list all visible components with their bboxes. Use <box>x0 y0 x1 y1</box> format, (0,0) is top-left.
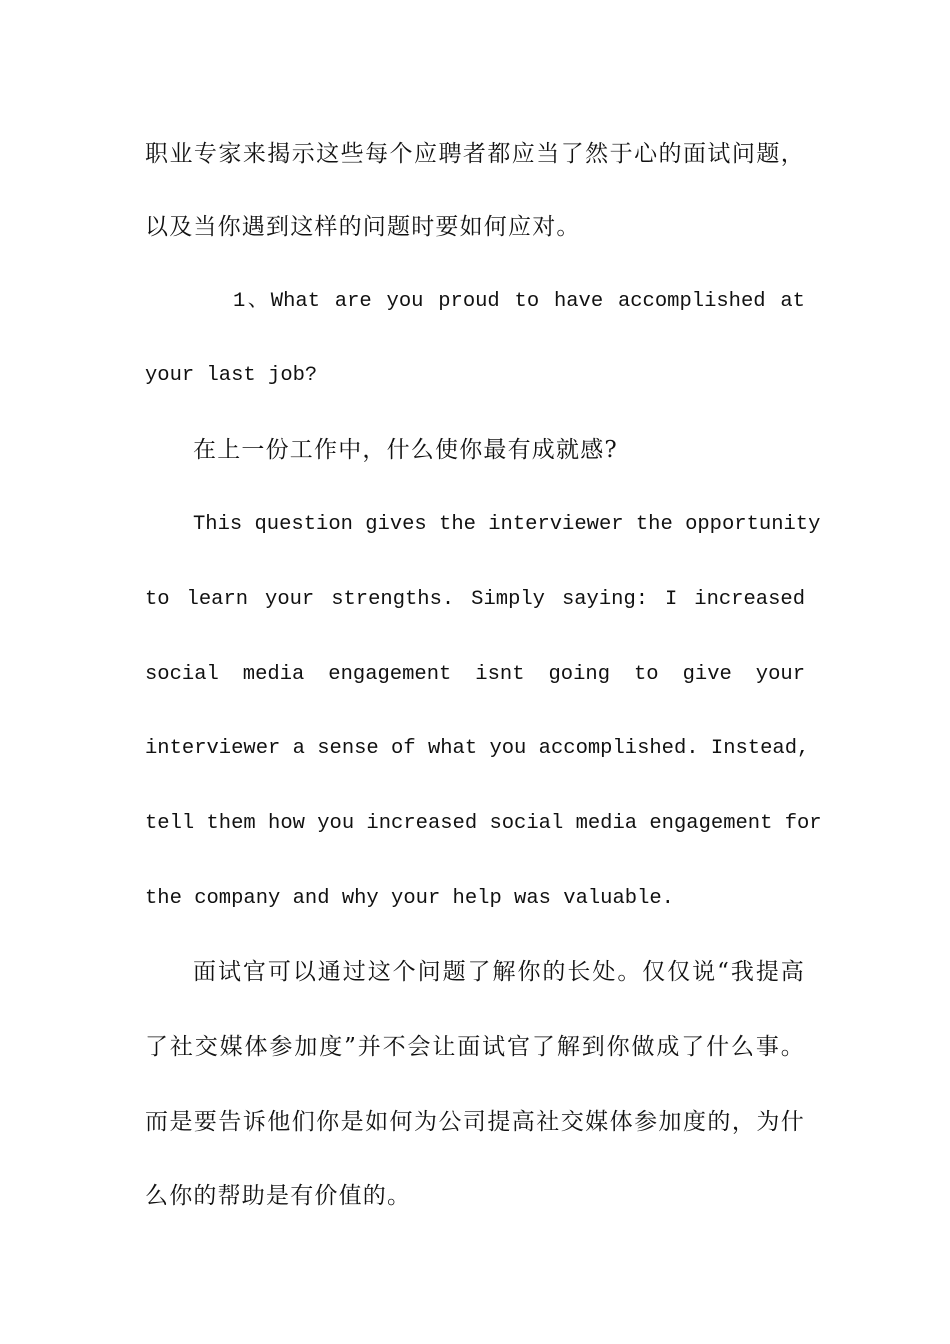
question-1-en-line-2: your last job? <box>145 364 318 387</box>
answer-1-cn-line-3: 而是要告诉他们你是如何为公司提高社交媒体参加度的，为什 <box>145 1109 805 1135</box>
answer-1-en-line-5: tell them how you increased social media engagement for <box>145 812 822 835</box>
intro-line-1: 职业专家来揭示这些每个应聘者都应当了然于心的面试问题， <box>145 141 805 167</box>
intro-line-2: 以及当你遇到这样的问题时要如何应对。 <box>145 214 581 240</box>
answer-1-en-line-3: social media engagement isnt going to give your <box>145 663 805 686</box>
answer-1-en-line-6: the company and why your help was valuable. <box>145 887 674 910</box>
question-1-cn: 在上一份工作中，什么使你最有成就感? <box>193 437 618 463</box>
answer-1-en-line-4: interviewer a sense of what you accomplished. Instead, <box>145 737 810 760</box>
answer-1-cn-line-2: 了社交媒体参加度”并不会让面试官了解到你做成了什么事。 <box>145 1034 805 1060</box>
answer-1-en-line-2: to learn your strengths. Simply saying: I increased <box>145 588 805 611</box>
answer-1-en-line-1: This question gives the interviewer the opportunity <box>193 513 821 536</box>
answer-1-cn-line-1: 面试官可以通过这个问题了解你的长处。仅仅说“我提高 <box>193 959 805 985</box>
answer-1-cn-line-4: 么你的帮助是有价值的。 <box>145 1183 412 1209</box>
question-1-en-line-1: 1、What are you proud to have accomplished at <box>233 290 805 313</box>
